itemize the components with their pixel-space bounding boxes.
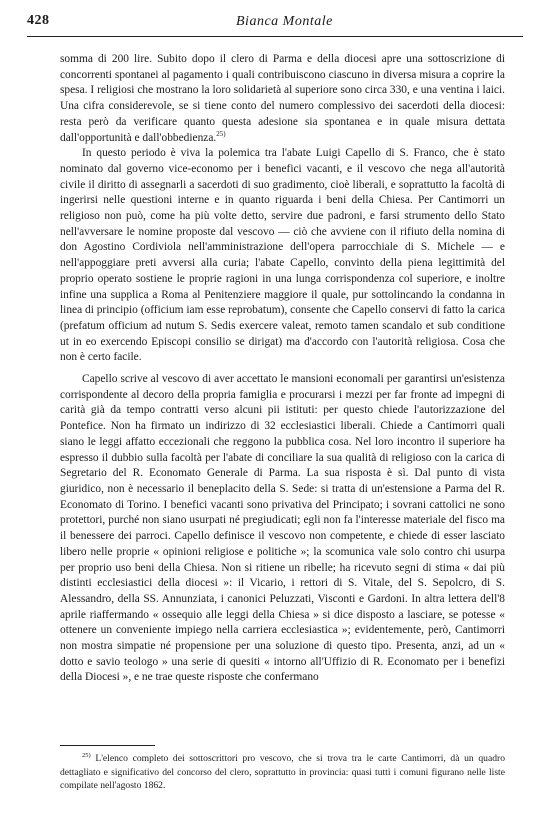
running-title: Bianca Montale bbox=[236, 14, 333, 29]
paragraph-2: In questo periodo è viva la polemica tra l'abate Luigi Capello di S. Franco, che è stato nominato dal governo vice-economo per i benefici vacanti, e il vescovo che nega all'autorità civile il diritto di assegnarli a sacerdoti di suo gradimento, cioè liberali, e soprattutto la facoltà di ingerirsi nelle questioni interne e in quanto riguarda i beni della Chiesa. Per Cantimorri un religioso non può, come ha più volte detto, servire due padroni, e farsi strumento dello Stato nell'avversare le nomine proposte dal vescovo — ciò che avviene con il rifiuto della nomina di don Agostino Cordiviola nell'amministrazione dell'opera parrocchiale di S. Michele — e nell'appoggiare preti avversi alla curia; l'abate Capello, convinto della piena legittimità del proprio operato sostiene le proprie ragioni in una lunga corrispondenza col superiore, e inoltre infine una supplica a Roma al Penitenziere maggiore il quale, pur sottolincando la condanna in linea di principio (officium iam esse reprobatum), consente che Capello conservi di fatto la carica (prefatum officium ad nutum S. Sedis exercere valeat, remoto tamen scandalo et sub conditione ut in eo exercendo Episcopi consilio se dirigat) ma d'accordo con l'autorità religiosa. Cosa che non è certo facile. bbox=[60, 147, 505, 364]
page-number: 428 bbox=[27, 13, 50, 28]
footnote-text: L'elenco completo dei sottoscrittori pro vescovo, che si trova tra le carte Cantimorri, dà un quadro dettagliato e significativo del concorso del clero, soprattutto in provincia: quasi tutti i comuni figurano nelle liste compilate nell'agosto 1862. bbox=[60, 753, 506, 792]
footnote-number: 25) bbox=[82, 751, 91, 759]
footnote-reference: 25) bbox=[216, 129, 226, 138]
paragraph-1-text: somma di 200 lire. Subito dopo il clero di Parma e della diocesi apre una sottoscrizione di concorrenti spontanei al pagamento i quali contribuiscono ciascuno in diversa misura a coprire la spesa. I religiosi che mostrano la loro solidarietà al superiore sono circa 330, e una ventina i laici. Una cifra considerevole, se si tiene conto del numero complessivo dei sacerdoti della diocesi: resta però da verificare quanto questa adesione sia spontanea e in quale misura dettata dall'opportunità e dall'obbedienza. bbox=[60, 53, 505, 144]
paragraph-3: Capello scrive al vescovo di aver accettato le mansioni economali per garantirsi un'esistenza corrispondente al decoro della propria famiglia e procurarsi i mezzi per far fronte ad impegni di carità già da tempo contratti verso alcuni pii istituti: per questo chiede l'autorizzazione del Pontefice. Non ha firmato un indirizzo di 32 ecclesiastici liberali. Chiede a Cantimorri quali siano le leggi affatto eccezionali che reggono la pubblica cosa. Nel loro incontro il superiore ha espresso il dubbio sulla facoltà per l'abate di conciliare la sua qualità di religioso con la carica di Segretario del R. Economato Generale di Parma. La sua risposta è sì. Dal punto di vista giuridico, non è necessario il beneplacito della S. Sede: si tratta di un'estensione a Parma del R. Economato di Torino. I benefici vacanti sono privativa del Principato; i sovrani cattolici ne sono protettori, purché non siano usurpati né pregiudicati; egli non fa l'interesse materiale del fisco ma il benessere dei parroci. Capello definisce il vescovo non competente, e chiede di esser lasciato libero nelle proprie « opinioni religiose e politiche »; la scomunica vale solo contro chi usurpa per proprio uso beni della Chiesa. Non si ritiene un ribelle; ha ricevuto segni di stima « dai più distinti ecclesiastici della diocesi »: il Vicario, i rettori di S. Vitale, del S. Sepolcro, di S. Alessandro, della SS. Annunziata, i canonici Peluzzati, Visconti e Gardoni. In altra lettera dell'8 aprile riaffermando « ossequio alle leggi della Chiesa » si dice disposto a lasciare, se potesse « ottenere un conveniente impiego nella carriera ecclesiastica »; evidentemente, però, Cantimorri non mostra simpatie né propensione per una soluzione di questo tipo. Presenta, anzi, ad un « dotto e savio teologo » una serie di quesiti « intorno all'Uffizio di R. Economato per i benefizi della Diocesi », e ne trae queste risposte che confermano bbox=[60, 373, 505, 684]
header-rule bbox=[27, 36, 523, 37]
paragraph-1 bbox=[60, 52, 505, 146]
footnote-rule bbox=[60, 745, 155, 746]
body-text bbox=[60, 52, 505, 686]
footnote bbox=[60, 752, 505, 793]
